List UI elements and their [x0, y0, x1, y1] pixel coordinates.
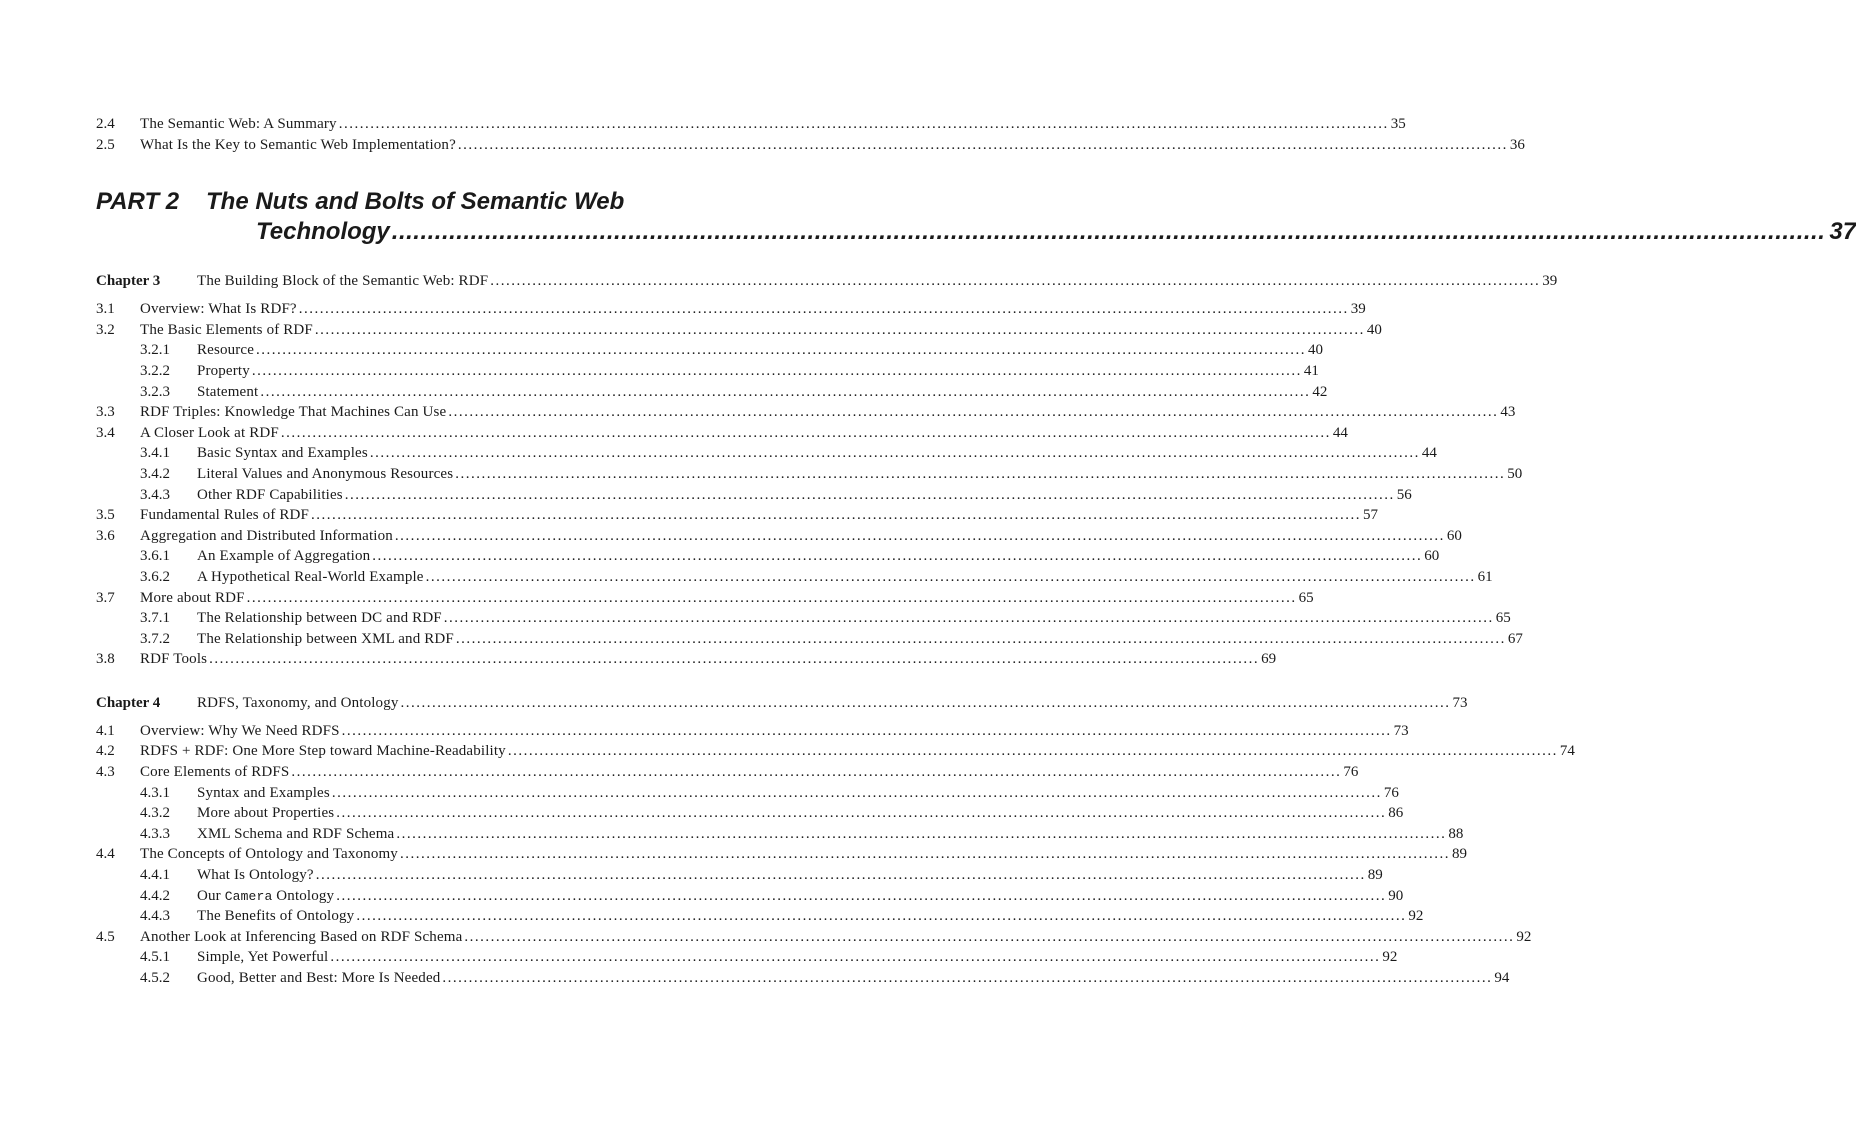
- section-title: RDFS + RDF: One More Step toward Machine-Readability: [140, 743, 506, 760]
- dot-leader: [442, 968, 1492, 989]
- page-number: 44: [1421, 445, 1437, 462]
- section-number: 4.2: [96, 743, 115, 760]
- section-title: A Closer Look at RDF: [140, 424, 279, 441]
- section-number: 4.4.3: [140, 908, 170, 925]
- chapter-title: RDFS, Taxonomy, and Ontology: [197, 694, 399, 711]
- table-of-contents: [96, 114, 1856, 989]
- dot-leader: [256, 340, 1306, 361]
- dot-leader: [209, 649, 1259, 670]
- section-number: 4.3.1: [140, 784, 170, 801]
- section-title: XML Schema and RDF Schema: [197, 825, 395, 842]
- section-title: The Concepts of Ontology and Taxonomy: [140, 846, 398, 863]
- toc-subentry: [96, 803, 1404, 824]
- toc-subentry: [96, 968, 1510, 989]
- page-number: 61: [1477, 568, 1493, 585]
- section-number: 3.6.2: [140, 568, 170, 585]
- dot-leader: [356, 906, 1406, 927]
- section-number: 3.7.2: [140, 630, 170, 647]
- section-title: Overview: What Is RDF?: [140, 301, 297, 318]
- section-number: 3.1: [96, 301, 115, 318]
- title-text: Ontology: [272, 887, 335, 904]
- section-number: 3.6: [96, 527, 115, 544]
- toc-subentry: [96, 824, 1464, 845]
- dot-leader: [336, 803, 1386, 824]
- section-title: Syntax and Examples: [197, 784, 330, 801]
- page-number: 65: [1298, 589, 1314, 606]
- page-number: 36: [1509, 136, 1525, 153]
- section-title: Property: [197, 362, 250, 379]
- toc-entry-2-4: [96, 114, 1406, 135]
- section-title: Literal Values and Anonymous Resources: [197, 465, 454, 482]
- toc-subentry: [96, 340, 1324, 361]
- section-number: 4.4.1: [140, 867, 170, 884]
- section-title: The Semantic Web: A Summary: [140, 116, 337, 132]
- chapter-3-heading: [96, 271, 1558, 291]
- dot-leader: [400, 844, 1450, 865]
- page-number: 92: [1516, 928, 1532, 945]
- section-title: Core Elements of RDFS: [140, 764, 290, 781]
- page-number: 65: [1495, 610, 1511, 627]
- toc-subentry: [96, 361, 1319, 382]
- toc-entry: [96, 762, 1359, 783]
- toc-entry: [96, 505, 1379, 526]
- section-title: A Hypothetical Real-World Example: [197, 568, 424, 585]
- page-number: 90: [1388, 887, 1404, 904]
- dot-leader: [395, 526, 1445, 547]
- section-title: More about Properties: [197, 805, 335, 822]
- page-number: 50: [1507, 465, 1523, 482]
- page-number: 92: [1408, 908, 1424, 925]
- section-number: 3.7.1: [140, 610, 170, 627]
- section-number: 4.3.2: [140, 805, 170, 822]
- toc-subentry: [96, 629, 1523, 650]
- page-number: 40: [1366, 321, 1382, 338]
- chapter-3-entries: [96, 299, 1523, 670]
- page-number: 88: [1448, 825, 1464, 842]
- dot-leader: [247, 588, 1297, 609]
- page-number: 89: [1451, 846, 1467, 863]
- toc-subentry: [96, 443, 1437, 464]
- dot-leader: [444, 608, 1494, 629]
- dot-leader: [342, 721, 1392, 742]
- page-number: 76: [1343, 764, 1359, 781]
- toc-entry: [96, 526, 1462, 547]
- chapter-4-entries: [96, 721, 1575, 989]
- section-number: 3.8: [96, 651, 115, 668]
- dot-leader: [508, 741, 1558, 762]
- toc-subentry: [96, 783, 1399, 804]
- page-number: 44: [1332, 424, 1348, 441]
- part-title-line2: Technology: [256, 218, 390, 246]
- dot-leader: [345, 485, 1395, 506]
- section-title: Another Look at Inferencing Based on RDF Schema: [140, 928, 463, 945]
- page-number: 67: [1507, 630, 1523, 647]
- section-title: An Example of Aggregation: [197, 548, 371, 565]
- section-title: The Benefits of Ontology: [197, 908, 355, 925]
- dot-leader: [372, 546, 1422, 567]
- section-number: 3.5: [96, 507, 115, 524]
- dot-leader: [456, 629, 1506, 650]
- code-term: Camera: [224, 888, 273, 904]
- toc-entry: [96, 844, 1467, 865]
- toc-subentry: [96, 382, 1328, 403]
- section-number: 3.3: [96, 404, 115, 421]
- page-number: 60: [1446, 527, 1462, 544]
- dot-leader: [392, 217, 1826, 247]
- section-title: Other RDF Capabilities: [197, 486, 343, 503]
- page-number: 42: [1312, 383, 1328, 400]
- section-number: 3.2.2: [140, 362, 170, 379]
- section-title: What Is Ontology?: [197, 867, 314, 884]
- section-number: 3.2: [96, 321, 115, 338]
- part-heading: [96, 187, 1856, 247]
- page-number: 41: [1303, 362, 1319, 379]
- toc-entry: [96, 402, 1516, 423]
- page-number: 92: [1382, 949, 1398, 966]
- page-number: 39: [1350, 301, 1366, 318]
- dot-leader: [339, 114, 1389, 135]
- page-number: 86: [1388, 805, 1404, 822]
- section-number: 4.5.1: [140, 949, 170, 966]
- section-title: Fundamental Rules of RDF: [140, 507, 310, 524]
- chapter-title: The Building Block of the Semantic Web: RDF: [197, 273, 489, 290]
- dot-leader: [490, 271, 1540, 291]
- section-title: Good, Better and Best: More Is Needed: [197, 970, 441, 986]
- dot-leader: [252, 361, 1302, 382]
- dot-leader: [455, 464, 1505, 485]
- dot-leader: [316, 865, 1366, 886]
- toc-subentry: [96, 947, 1398, 968]
- section-number: 3.4.2: [140, 465, 170, 482]
- part-title-line1: The Nuts and Bolts of Semantic Web: [206, 188, 625, 216]
- section-title: [197, 886, 334, 908]
- dot-leader: [299, 299, 1349, 320]
- section-title: The Basic Elements of RDF: [140, 321, 313, 338]
- toc-entry: [96, 721, 1409, 742]
- page-number: 40: [1308, 342, 1324, 359]
- chapter-label: Chapter 3: [96, 273, 161, 290]
- section-number: 3.7: [96, 589, 115, 606]
- toc-subentry: [96, 485, 1412, 506]
- toc-subentry: [96, 546, 1440, 567]
- toc-entry: [96, 588, 1314, 609]
- section-number: 3.2.1: [140, 342, 170, 359]
- toc-entry-2-5: [96, 135, 1525, 156]
- toc-subentry: [96, 865, 1383, 886]
- section-number: 4.1: [96, 722, 115, 739]
- dot-leader: [401, 693, 1451, 713]
- page-number: 89: [1367, 867, 1383, 884]
- page-number: 60: [1424, 548, 1440, 565]
- dot-leader: [315, 320, 1365, 341]
- section-number: 3.4.3: [140, 486, 170, 503]
- toc-subentry: [96, 906, 1424, 927]
- section-number: 3.4.1: [140, 445, 170, 462]
- page-number: 57: [1363, 507, 1379, 524]
- dot-leader: [448, 402, 1498, 423]
- toc-subentry: [96, 608, 1511, 629]
- toc-entry: [96, 320, 1382, 341]
- chapter-label: Chapter 4: [96, 694, 161, 711]
- section-number: 2.4: [96, 116, 115, 132]
- section-title: Overview: Why We Need RDFS: [140, 722, 340, 739]
- section-number: 2.5: [96, 136, 115, 153]
- section-number: 4.5: [96, 928, 115, 945]
- dot-leader: [396, 824, 1446, 845]
- page-number: 73: [1393, 722, 1409, 739]
- part-page-number: 37: [1829, 218, 1856, 246]
- dot-leader: [311, 505, 1361, 526]
- section-number: 4.3: [96, 764, 115, 781]
- section-number: 4.4.2: [140, 887, 170, 904]
- section-number: 3.2.3: [140, 383, 170, 400]
- section-title: RDF Tools: [140, 651, 208, 668]
- page-number: 39: [1542, 273, 1558, 290]
- dot-leader: [330, 947, 1380, 968]
- dot-leader: [332, 783, 1382, 804]
- part-label: PART 2: [96, 188, 180, 216]
- page-number: 94: [1494, 970, 1510, 986]
- chapter-4-heading: [96, 693, 1468, 713]
- section-title: Basic Syntax and Examples: [197, 445, 368, 462]
- toc-entry: [96, 423, 1348, 444]
- page-number: 43: [1500, 404, 1516, 421]
- section-title: RDF Triples: Knowledge That Machines Can Use: [140, 404, 447, 421]
- section-title: Resource: [197, 342, 255, 359]
- dot-leader: [281, 423, 1331, 444]
- toc-entry: [96, 741, 1575, 762]
- dot-leader: [291, 762, 1341, 783]
- toc-entry: [96, 649, 1277, 670]
- toc-entry: [96, 299, 1366, 320]
- page-number: 35: [1390, 116, 1406, 132]
- dot-leader: [464, 927, 1514, 948]
- toc-subentry: [96, 567, 1493, 588]
- page-number: 69: [1261, 651, 1277, 668]
- toc-subentry: [96, 464, 1523, 485]
- dot-leader: [458, 135, 1508, 156]
- dot-leader: [260, 382, 1310, 403]
- dot-leader: [336, 886, 1386, 907]
- section-title: Aggregation and Distributed Information: [140, 527, 393, 544]
- page-number: 76: [1383, 784, 1399, 801]
- section-title: What Is the Key to Semantic Web Implementation?: [140, 136, 456, 153]
- section-number: 3.4: [96, 424, 115, 441]
- page-number: 73: [1452, 694, 1468, 711]
- section-title: The Relationship between DC and RDF: [197, 610, 442, 627]
- section-title: Statement: [197, 383, 259, 400]
- toc-entry: [96, 927, 1532, 948]
- page-number: 74: [1559, 743, 1575, 760]
- section-number: 4.3.3: [140, 825, 170, 842]
- section-number: 4.4: [96, 846, 115, 863]
- section-title: More about RDF: [140, 589, 245, 606]
- dot-leader: [426, 567, 1476, 588]
- section-title: The Relationship between XML and RDF: [197, 630, 454, 647]
- section-title: Simple, Yet Powerful: [197, 949, 329, 966]
- page-number: 56: [1396, 486, 1412, 503]
- section-number: 3.6.1: [140, 548, 170, 565]
- section-number: 4.5.2: [140, 970, 170, 986]
- toc-subentry: [96, 886, 1404, 907]
- dot-leader: [370, 443, 1420, 464]
- title-text: Our: [197, 887, 225, 904]
